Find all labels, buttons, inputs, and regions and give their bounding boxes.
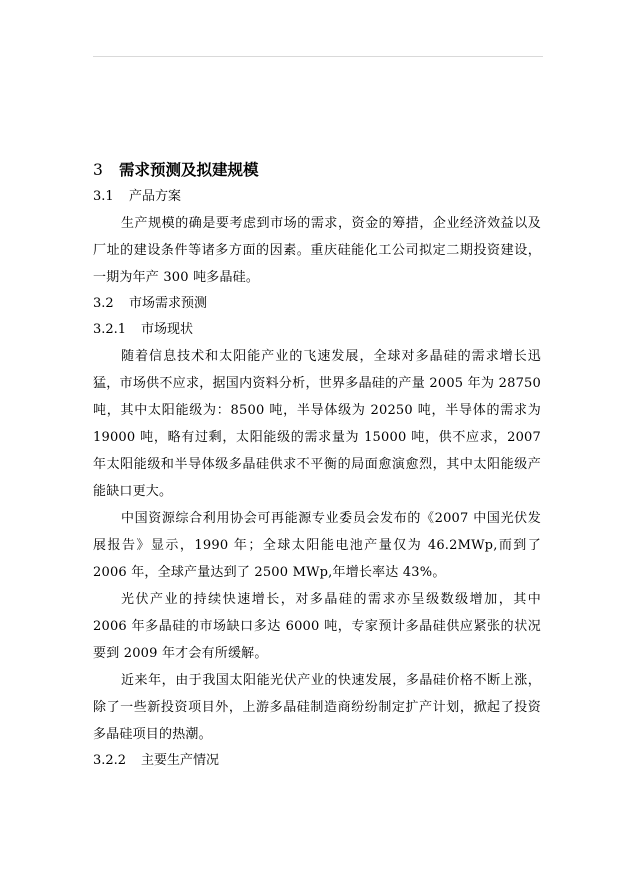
subsection-heading-3-2 [93,291,541,317]
subsection-number: 3.2.2 [93,753,127,768]
subsection-heading-3-2-1 [93,317,541,343]
subsection-number: 3.2.1 [93,322,127,337]
subsection-heading-3-2-2 [93,748,541,774]
subsection-number: 3.1 [93,189,114,204]
section-heading [93,158,541,182]
subsection-number: 3.2 [93,296,114,311]
subsection-title: 主要生产情况 [141,753,220,768]
section-title: 需求预测及拟建规模 [119,160,259,179]
header-rule [93,56,543,57]
document-body [93,158,541,774]
subsection-title: 市场现状 [141,322,194,337]
subsection-heading-3-1 [93,184,541,210]
paragraph-product-plan: 生产规模的确是要考虑到市场的需求，资金的筹措，企业经济效益以及厂址的建设条件等诸多方面的因素。重庆硅能化工公司拟定二期投资建设，一期为年产 300 吨多晶硅。 [93,216,541,285]
paragraph-demand-growth: 光伏产业的持续快速增长，对多晶硅的需求亦呈级数级增加，其中 2006 年多晶硅的市场缺口多达 6000 吨，专家预计多晶硅供应紧张的状况要到 2009 年才会有所缓解。 [93,592,541,661]
paragraph-price-rise: 近来年，由于我国太阳能光伏产业的快速发展，多晶硅价格不断上涨，除了一些新投资项目外，上游多晶硅制造商纷纷制定扩产计划，掀起了投资多晶硅项目的热潮。 [93,673,541,742]
subsection-title: 市场需求预测 [129,296,208,311]
section-number: 3 [93,161,103,179]
subsection-title: 产品方案 [129,189,182,204]
paragraph-pv-report: 中国资源综合利用协会可再能源专业委员会发布的《2007 中国光伏发展报告》显示，1990 年；全球太阳能电池产量仅为 46.2MWp,而到了 2006 年，全球产量达到了 2500 MWp,年增长率达 43%。 [93,511,541,580]
paragraph-market-status: 随着信息技术和太阳能产业的飞速发展，全球对多晶硅的需求增长迅猛，市场供不应求，据国内资料分析，世界多晶硅的产量 2005 年为 28750 吨，其中太阳能级为：8500 吨，半导体级为 20250 吨，半导体的需求为 19000 吨，略有过剩，太阳能级的需求量为 15000 吨，供不应求，2007 年太阳能级和半导体级多晶硅供求不平衡的局面愈演愈烈，其中太阳能级产能缺口更大。 [93,349,541,499]
